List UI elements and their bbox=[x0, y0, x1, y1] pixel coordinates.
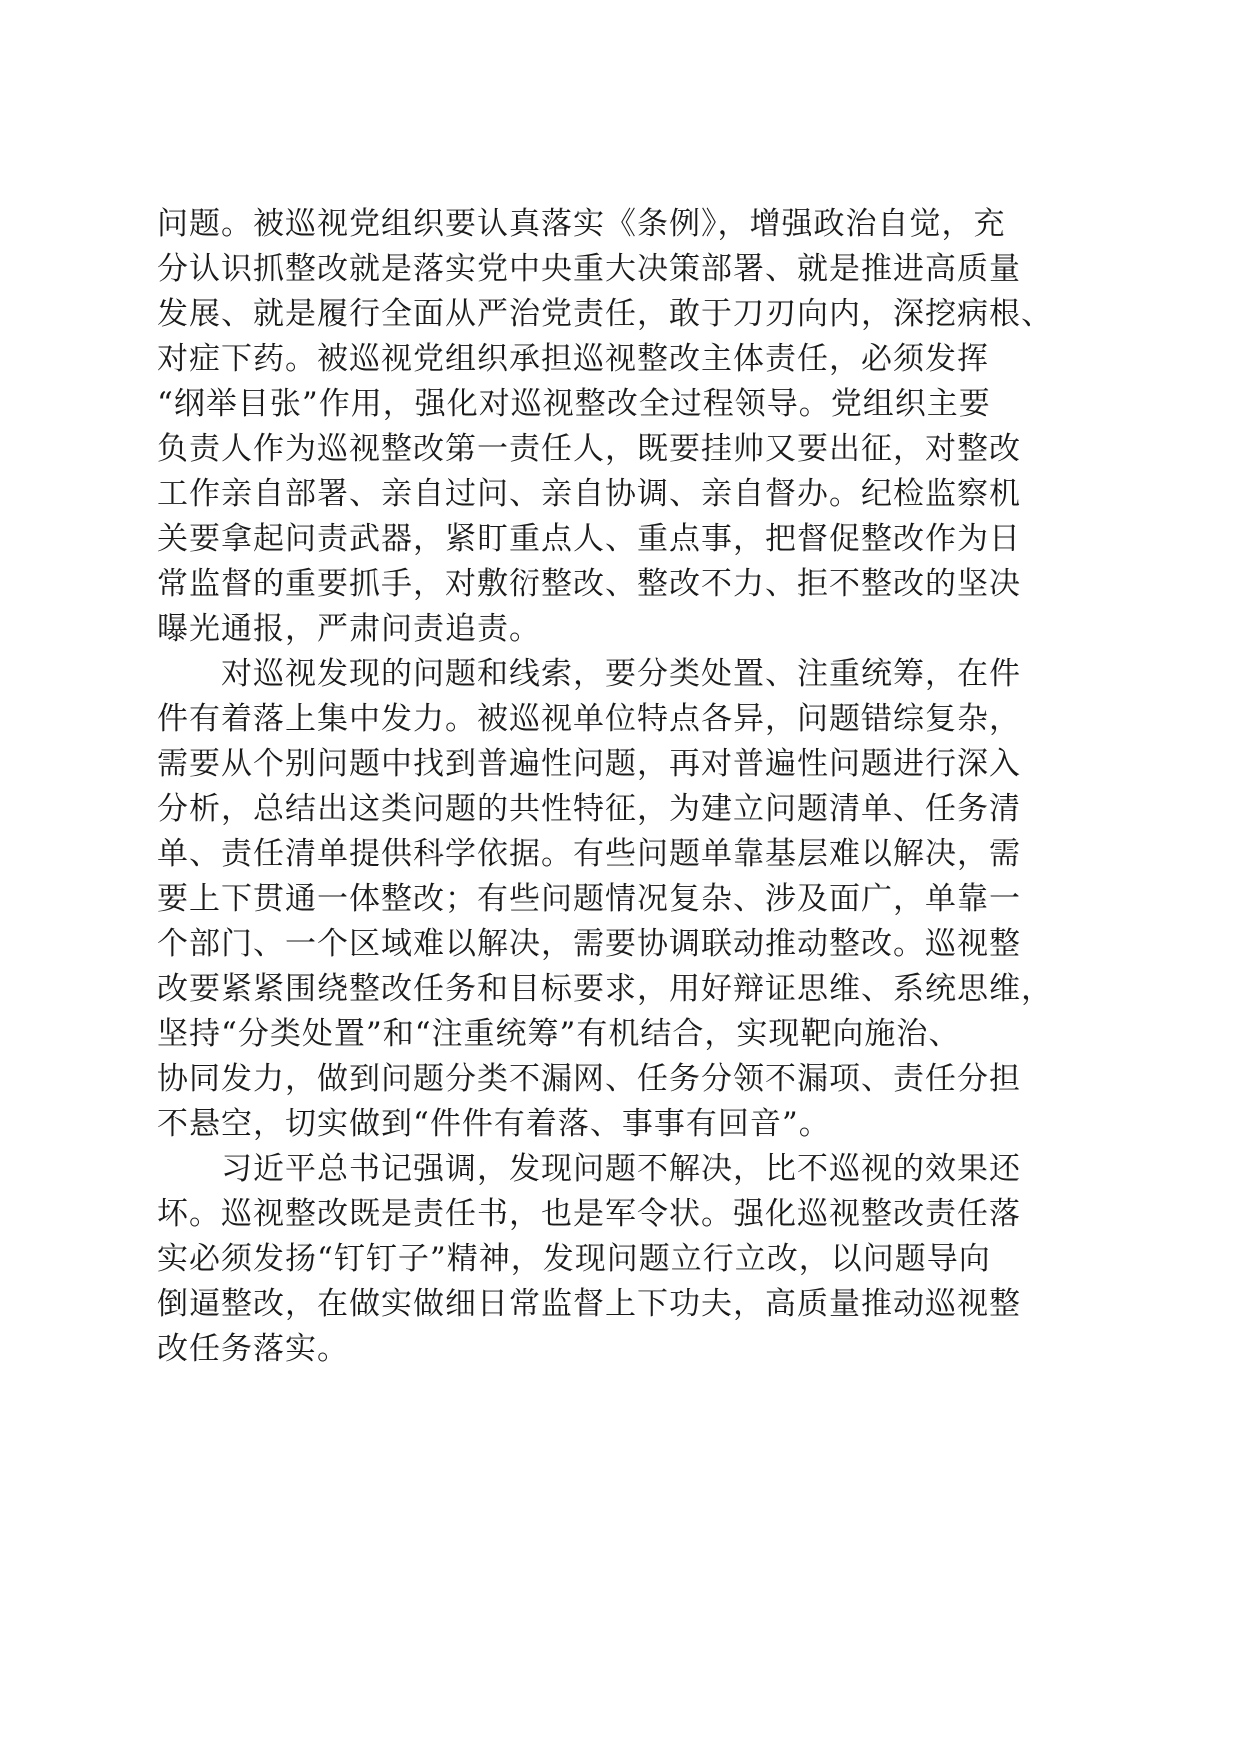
document-body bbox=[157, 202, 1087, 1372]
text-line: 改任务落实。 bbox=[157, 1331, 349, 1367]
text-line: 负责人作为巡视整改第一责任人，既要挂帅又要出征，对整改 bbox=[157, 431, 1021, 467]
text-line: 对巡视发现的问题和线索，要分类处置、注重统筹，在件 bbox=[157, 656, 1021, 692]
text-line: 实必须发扬“钉钉子”精神，发现问题立行立改，以问题导向 bbox=[157, 1241, 991, 1277]
text-line: 件有着落上集中发力。被巡视单位特点各异，问题错综复杂， bbox=[157, 701, 1021, 737]
text-line: 发展、就是履行全面从严治党责任，敢于刀刃向内，深挖病根、 bbox=[157, 296, 1053, 332]
text-line: 习近平总书记强调，发现问题不解决，比不巡视的效果还 bbox=[157, 1151, 1021, 1187]
text-line: 坏。巡视整改既是责任书，也是军令状。强化巡视整改责任落 bbox=[157, 1196, 1021, 1232]
text-line: 常监督的重要抓手，对敷衍整改、整改不力、拒不整改的坚决 bbox=[157, 566, 1021, 602]
text-line: 要上下贯通一体整改；有些问题情况复杂、涉及面广，单靠一 bbox=[157, 881, 1021, 917]
text-line: 倒逼整改，在做实做细日常监督上下功夫，高质量推动巡视整 bbox=[157, 1286, 1021, 1322]
text-line: 不悬空，切实做到“件件有着落、事事有回音”。 bbox=[157, 1106, 831, 1142]
text-line: 单、责任清单提供科学依据。有些问题单靠基层难以解决，需 bbox=[157, 836, 1021, 872]
text-line: 曝光通报，严肃问责追责。 bbox=[157, 611, 541, 647]
text-line: 分认识抓整改就是落实党中央重大决策部署、就是推进高质量 bbox=[157, 251, 1021, 287]
text-line: 对症下药。被巡视党组织承担巡视整改主体责任，必须发挥 bbox=[157, 341, 989, 377]
text-line: 坚持“分类处置”和“注重统筹”有机结合，实现靶向施治、 bbox=[157, 1016, 961, 1052]
text-line: 分析，总结出这类问题的共性特征，为建立问题清单、任务清 bbox=[157, 791, 1021, 827]
text-line: 问题。被巡视党组织要认真落实《条例》，增强政治自觉，充 bbox=[157, 206, 1006, 242]
text-line: 协同发力，做到问题分类不漏网、任务分领不漏项、责任分担 bbox=[157, 1061, 1021, 1097]
text-line: 关要拿起问责武器，紧盯重点人、重点事，把督促整改作为日 bbox=[157, 521, 1021, 557]
text-line: 改要紧紧围绕整改任务和目标要求，用好辩证思维、系统思维， bbox=[157, 971, 1053, 1007]
text-line: 个部门、一个区域难以解决，需要协调联动推动整改。巡视整 bbox=[157, 926, 1021, 962]
text-line: 需要从个别问题中找到普遍性问题，再对普遍性问题进行深入 bbox=[157, 746, 1021, 782]
text-line: “纲举目张”作用，强化对巡视整改全过程领导。党组织主要 bbox=[157, 386, 991, 422]
text-line: 工作亲自部署、亲自过问、亲自协调、亲自督办。纪检监察机 bbox=[157, 476, 1021, 512]
